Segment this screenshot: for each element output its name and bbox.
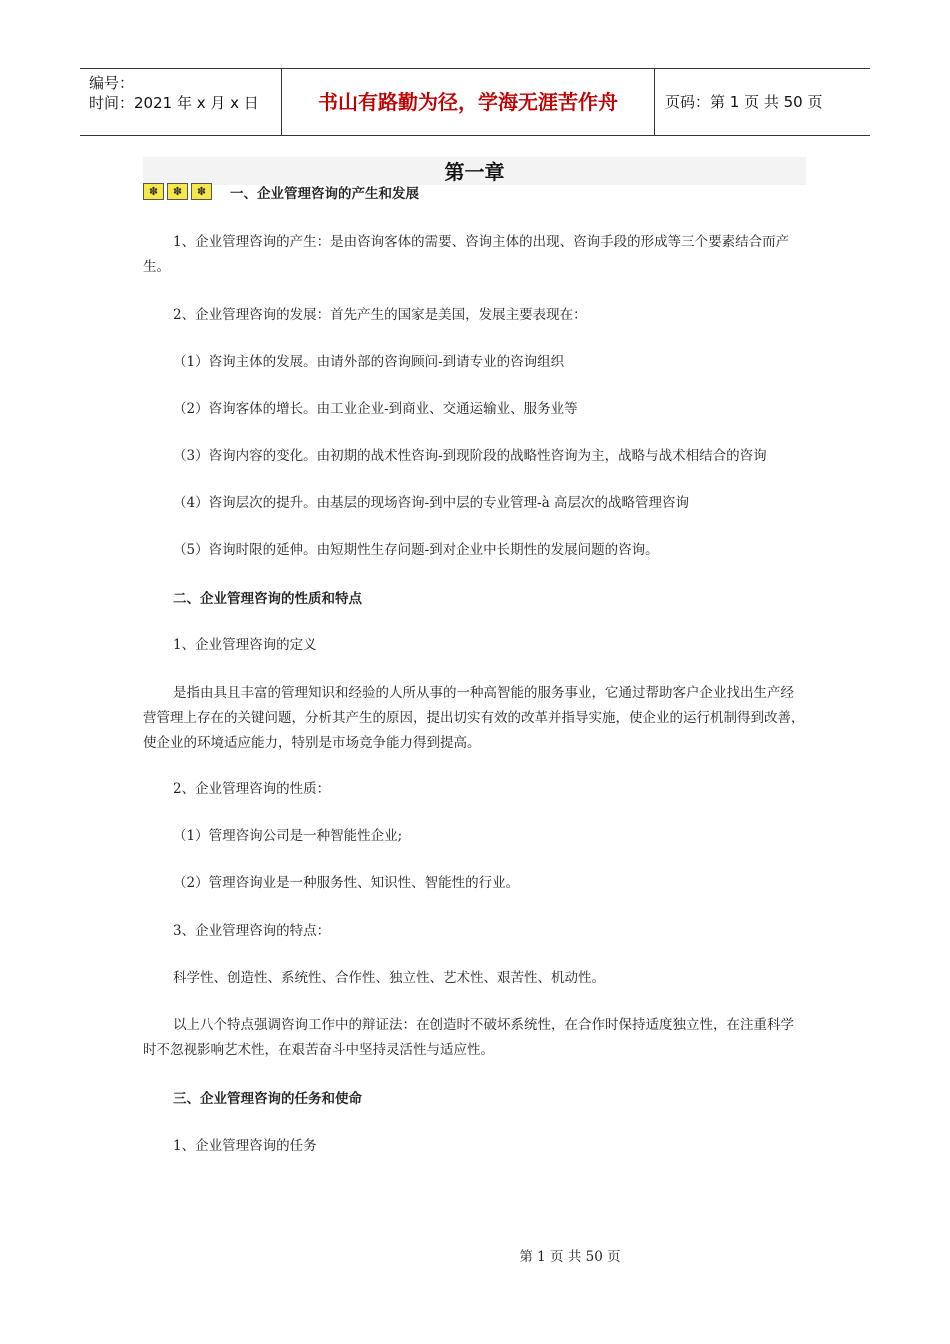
paragraph: 科学性、创造性、系统性、合作性、独立性、艺术性、艰苦性、机动性。 (173, 970, 605, 986)
header-motto: 书山有路勤为径，学海无涯苦作舟 (282, 69, 655, 135)
section-heading: 二、企业管理咨询的性质和特点 (173, 591, 362, 607)
paragraph: 2、企业管理咨询的性质： (173, 781, 331, 797)
paragraph: 1、企业管理咨询的产生：是由咨询客体的需要、咨询主体的出现、咨询手段的形成等三个要素结合而产生。 (143, 234, 790, 275)
list-item: （4）咨询层次的提升。由基层的现场咨询-到中层的专业管理-à 高层次的战略管理咨询 (173, 495, 690, 511)
paragraph: 2、企业管理咨询的发展：首先产生的国家是美国，发展主要表现在： (173, 307, 587, 323)
id-label: 编号： (89, 74, 135, 92)
list-item: （1）咨询主体的发展。由请外部的咨询顾问-到请专业的咨询组织 (173, 354, 565, 370)
section-heading: 三、企业管理咨询的任务和使命 (173, 1091, 362, 1107)
date-label: 时间：2021 年 x 月 x 日 (89, 94, 259, 112)
decorative-icons (143, 183, 215, 200)
page-header (80, 68, 870, 136)
header-meta (80, 69, 282, 135)
page-footer: 第 1 页 共 50 页 (519, 1249, 621, 1265)
section-heading: 一、企业管理咨询的产生和发展 (230, 186, 419, 202)
paragraph: 以上八个特点强调咨询工作中的辩证法：在创造时不破坏系统性，在合作时保持适度独立性，在注重科学时不忽视影响艺术性，在艰苦奋斗中坚持灵活性与适应性。 (143, 1017, 794, 1058)
chapter-title: 第一章 (143, 157, 806, 185)
list-item: （2）咨询客体的增长。由工业企业-到商业、交通运输业、服务业等 (173, 401, 578, 417)
paragraph: 3、企业管理咨询的特点： (173, 923, 331, 939)
paragraph: 1、企业管理咨询的定义 (173, 637, 317, 653)
list-item: （3）咨询内容的变化。由初期的战术性咨询-到现阶段的战略性咨询为主，战略与战术相结合的咨询 (173, 448, 767, 464)
scroll-icon: ✽ (167, 183, 188, 200)
list-item: （5）咨询时限的延伸。由短期性生存问题-到对企业中长期性的发展问题的咨询。 (173, 542, 659, 558)
scroll-icon: ✽ (191, 183, 212, 200)
scroll-icon: ✽ (143, 183, 164, 200)
list-item: （1）管理咨询公司是一种智能性企业; (173, 828, 403, 844)
header-page-number: 页码：第 1 页 共 50 页 (665, 93, 823, 111)
list-item: （2）管理咨询业是一种服务性、知识性、智能性的行业。 (173, 875, 520, 891)
paragraph: 1、企业管理咨询的任务 (173, 1138, 317, 1154)
paragraph: 是指由具且丰富的管理知识和经验的人所从事的一种高智能的服务事业，它通过帮助客户企业找出生产经营管理上存在的关键问题，分析其产生的原因，提出切实有效的改革并指导实施，使企业的运行机制得到改善，使企业的环境适应能力，特别是市场竞争能力得到提高。 (143, 685, 805, 751)
